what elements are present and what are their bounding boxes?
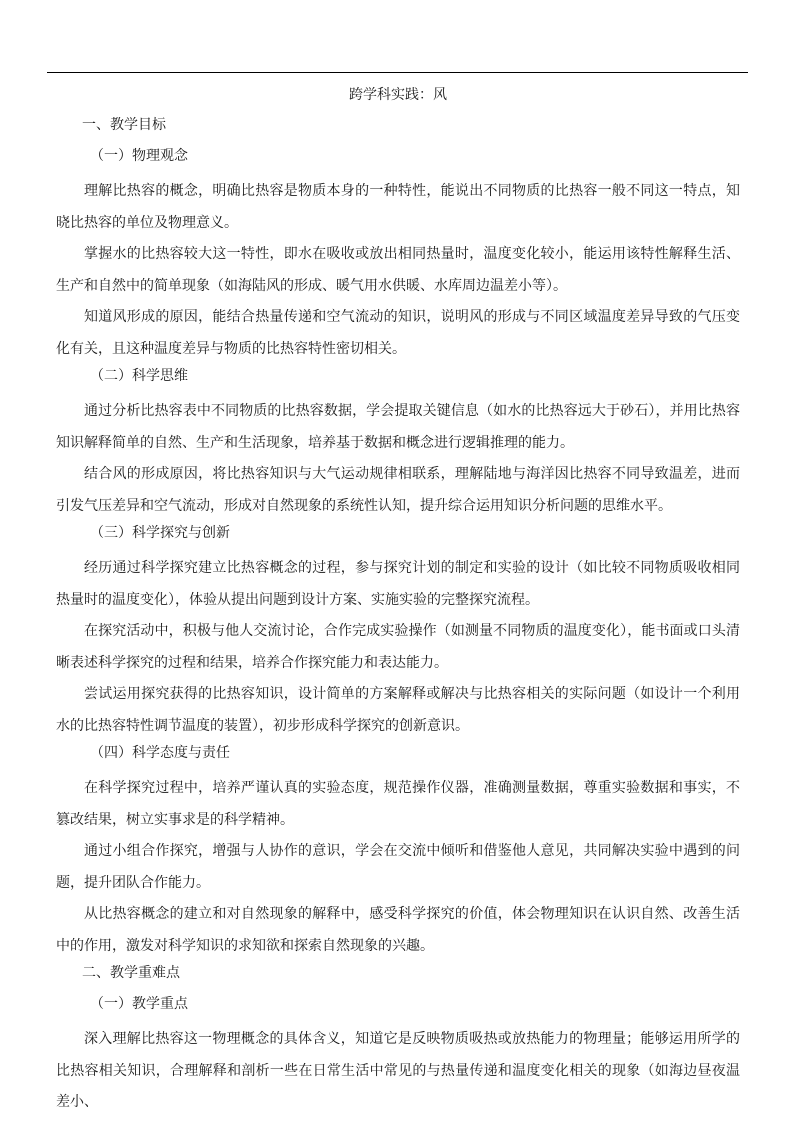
paragraph: 从比热容概念的建立和对自然现象的解释中，感受科学探究的价值，体会物理知识在认识自然、改善生活中的作用，激发对科学知识的求知欲和探索自然现象的兴趣。 (56, 906, 740, 954)
document-body (56, 84, 740, 1119)
paragraph: 知道风形成的原因，能结合热量传递和空气流动的知识，说明风的形成与不同区域温度差异导致的气压变化有关，且这种温度差异与物质的比热容特性密切相关。 (56, 309, 740, 357)
paragraph: 掌握水的比热容较大这一特性，即水在吸收或放出相同热量时，温度变化较小，能运用该特性解释生活、生产和自然中的简单现象（如海陆风的形成、暖气用水供暖、水库周边温差小等）。 (56, 246, 740, 294)
subsection-heading: （一）教学重点 (90, 996, 188, 1012)
subsection-heading: （一）物理观念 (90, 148, 188, 164)
paragraph: 通过小组合作探究，增强与人协作的意识，学会在交流中倾听和借鉴他人意见，共同解决实验中遇到的问题，提升团队合作能力。 (56, 843, 740, 891)
paragraph: 结合风的形成原因，将比热容知识与大气运动规律相联系，理解陆地与海洋因比热容不同导致温差，进而引发气压差异和空气流动，形成对自然现象的系统性认知，提升综合运用知识分析问题的思维水平。 (56, 466, 740, 514)
paragraph: 经历通过科学探究建立比热容概念的过程，参与探究计划的制定和实验的设计（如比较不同物质吸收相同热量时的温度变化），体验从提出问题到设计方案、实施实验的完整探究流程。 (56, 560, 740, 608)
subsection-heading: （二）科学思维 (90, 368, 188, 384)
paragraph: 在探究活动中，积极与他人交流讨论，合作完成实验操作（如测量不同物质的温度变化），能书面或口头清晰表述科学探究的过程和结果，培养合作探究能力和表达能力。 (56, 623, 740, 671)
document-title: 跨学科实践：风 (349, 87, 447, 103)
subsection-heading: （四）科学态度与责任 (90, 745, 230, 761)
section-heading: 一、教学目标 (82, 117, 166, 133)
header-rule (47, 72, 748, 73)
paragraph: 深入理解比热容这一物理概念的具体含义，知道它是反映物质吸热或放热能力的物理量；能够运用所学的比热容相关知识，合理解释和剖析一些在日常生活中常见的与热量传递和温度变化相关的现象（如海边昼夜温差小、 (56, 1031, 740, 1110)
paragraph: 在科学探究过程中，培养严谨认真的实验态度，规范操作仪器，准确测量数据，尊重实验数据和事实，不篡改结果，树立实事求是的科学精神。 (56, 780, 740, 828)
subsection-heading: （三）科学探究与创新 (90, 525, 230, 541)
paragraph: 理解比热容的概念，明确比热容是物质本身的一种特性，能说出不同物质的比热容一般不同这一特点，知晓比热容的单位及物理意义。 (56, 183, 740, 231)
section-heading: 二、教学重难点 (82, 965, 180, 981)
paragraph: 尝试运用探究获得的比热容知识，设计简单的方案解释或解决与比热容相关的实际问题（如设计一个利用水的比热容特性调节温度的装置），初步形成科学探究的创新意识。 (56, 686, 740, 734)
paragraph: 通过分析比热容表中不同物质的比热容数据，学会提取关键信息（如水的比热容远大于砂石），并用比热容知识解释简单的自然、生产和生活现象，培养基于数据和概念进行逻辑推理的能力。 (56, 403, 740, 451)
